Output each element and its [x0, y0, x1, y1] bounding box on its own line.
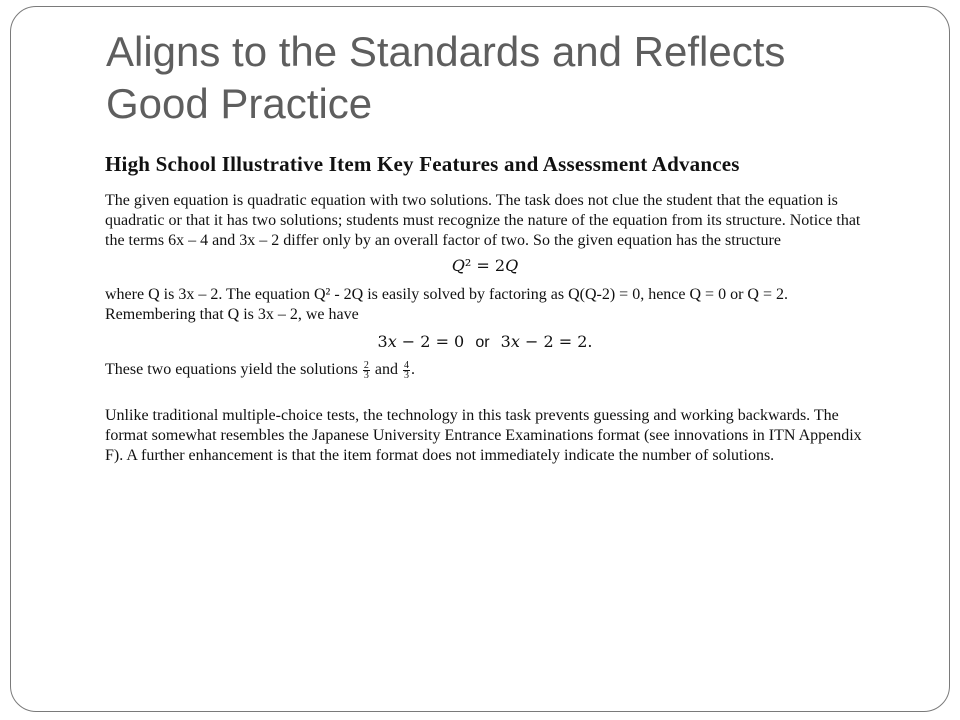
equation-right: 3𝑥 − 2 = 2.	[500, 332, 593, 351]
solutions-text-prefix: These two equations yield the solutions	[105, 361, 362, 378]
slide-title-line-2: Good Practice	[106, 80, 373, 127]
paragraph-solutions	[105, 360, 865, 380]
paragraph-intro: The given equation is quadratic equation with two solutions. The task does not clue the student that the equation is quadratic or that it has two solutions; students must recognize the nature of the equation from its structure. Notice that the terms 6x – 4 and 3x – 2 differ only by an overall factor of two. So the given equation has the structure	[105, 192, 861, 249]
paragraph-technology: Unlike traditional multiple-choice tests, the technology in this task prevents guessing and working backwards. The format somewhat resembles the Japanese University Entrance Examinations format (see innovations in ITN Appendix F). A further enhancement is that the item format does not immediately indicate the number of solutions.	[105, 407, 862, 464]
solutions-text-and: and	[370, 361, 402, 378]
slide-body	[105, 152, 865, 466]
fraction-1-numerator: 2	[363, 359, 369, 371]
equation-pair	[105, 331, 865, 354]
equation-or: or	[475, 334, 490, 351]
equation-left: 3𝑥 − 2 = 0	[377, 332, 465, 351]
solutions-text-suffix: .	[410, 361, 415, 378]
paragraph-factoring: where Q is 3x – 2. The equation Q² - 2Q is easily solved by factoring as Q(Q-2) = 0, hence Q = 0 or Q = 2. Remembering that Q is 3x – 2, we have	[105, 286, 788, 323]
paragraph-spacer	[105, 380, 865, 406]
fraction-2-denominator: 3	[403, 369, 409, 381]
section-subtitle: High School Illustrative Item Key Features and Assessment Advances	[105, 152, 740, 176]
fraction-2-numerator: 4	[403, 359, 409, 371]
slide-title	[106, 26, 906, 130]
slide-title-line-1: Aligns to the Standards and Reflects	[106, 28, 786, 75]
equation-structure: 𝑄² = 2𝑄	[451, 256, 519, 275]
fraction-four-thirds	[403, 361, 410, 380]
fraction-1-denominator: 3	[363, 369, 369, 381]
fraction-two-thirds	[363, 361, 370, 380]
